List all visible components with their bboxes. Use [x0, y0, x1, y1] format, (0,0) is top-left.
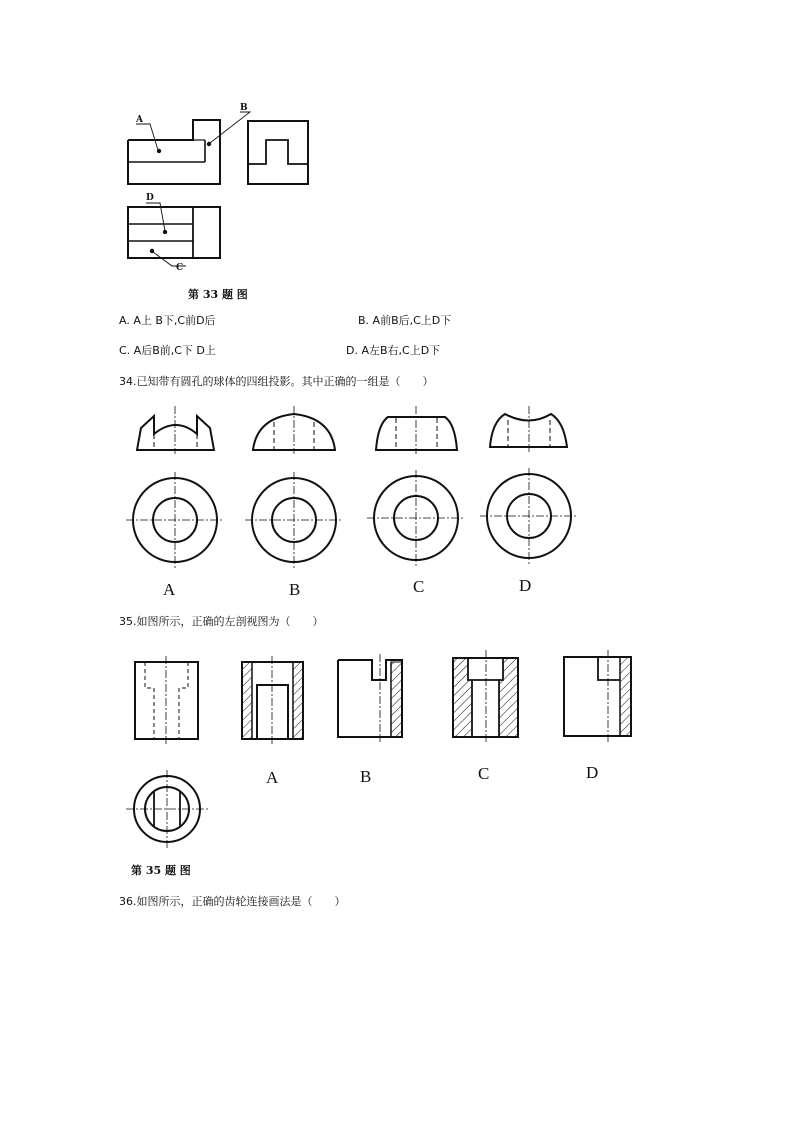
- q33-option-a[interactable]: A. A上 B下,C前D后: [119, 314, 216, 327]
- q34-label-a[interactable]: A: [163, 580, 176, 599]
- q35-caption: 第 35 题 图: [131, 864, 191, 877]
- q35-label-b[interactable]: B: [360, 767, 372, 786]
- q33-option-c[interactable]: C. A后B前,C下 D上: [119, 344, 216, 357]
- q34-label-c[interactable]: C: [413, 577, 425, 596]
- q33-caption: 第 33 题 图: [188, 288, 248, 301]
- q34-question: 34.已知带有圆孔的球体的四组投影。其中正确的一组是（ ）: [119, 375, 434, 388]
- q33-fig-label-c: C: [176, 263, 184, 273]
- q35-label-d[interactable]: D: [586, 763, 599, 782]
- q35-label-c[interactable]: C: [478, 764, 490, 783]
- q36-question: 36.如图所示，正确的齿轮连接画法是（ ）: [119, 895, 346, 908]
- q33-figure: [0, 0, 794, 300]
- q34-figure: [0, 400, 794, 600]
- q33-fig-label-d: D: [146, 193, 154, 203]
- q34-label-d[interactable]: D: [519, 576, 532, 595]
- q33-fig-label-a: A: [136, 115, 143, 125]
- q35-figure: [0, 640, 794, 880]
- q33-fig-label-b: B: [240, 103, 248, 113]
- q33-option-d[interactable]: D. A左B右,C上D下: [346, 344, 441, 357]
- q34-label-b[interactable]: B: [289, 580, 301, 599]
- q35-question: 35.如图所示，正确的左剖视图为（ ）: [119, 615, 324, 628]
- q33-option-b[interactable]: B. A前B后,C上D下: [358, 314, 452, 327]
- q35-label-a[interactable]: A: [266, 768, 279, 787]
